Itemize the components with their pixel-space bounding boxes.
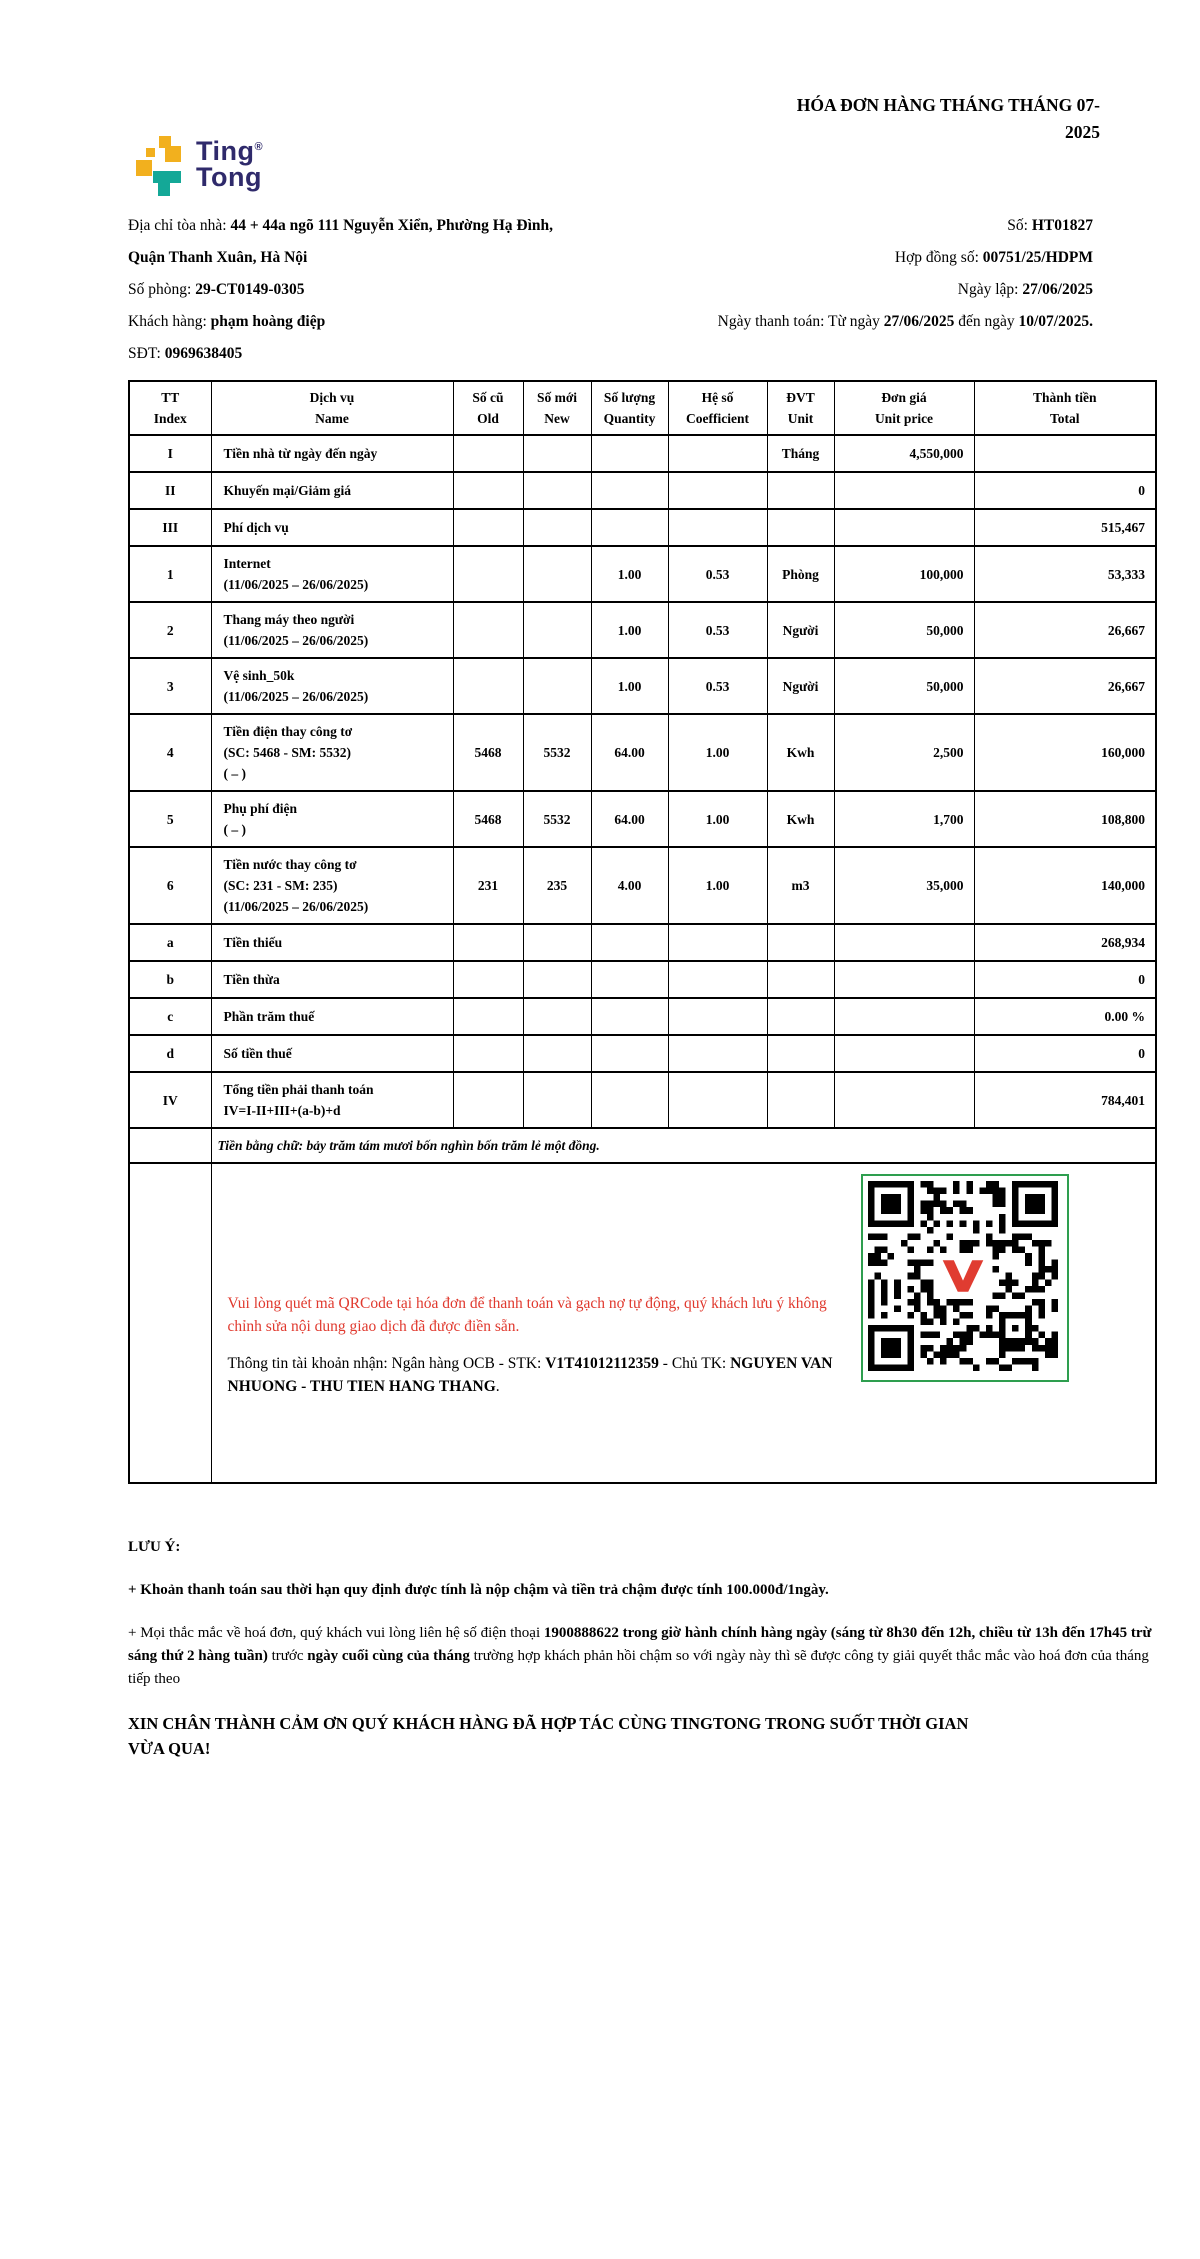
cell-qty: 1.00 [591,602,668,658]
invoice-title: HÓA ĐƠN HÀNG THÁNG THÁNG 07-2025 [796,95,1100,142]
cell-qty [591,1035,668,1072]
cell-total: 26,667 [974,602,1156,658]
cell-tt: 3 [129,658,211,714]
cell-name: Tổng tiền phải thanh toán IV=I-II+III+(a-b)+d [211,1072,453,1128]
cell-price: 4,550,000 [834,435,974,472]
qr-code [861,1174,1069,1382]
cell-price [834,1035,974,1072]
cell-coef [668,509,767,546]
cell-unit [767,1072,834,1128]
cell-new [523,546,591,602]
cell-name: Tiền nước thay công tơ (SC: 231 - SM: 235) (11/06/2025 – 26/06/2025) [211,847,453,924]
table-row [129,435,1156,472]
table-row [129,961,1156,998]
col-header-name: Dịch vụ Name [211,381,453,435]
cell-unit [767,472,834,509]
table-row [129,1072,1156,1128]
customer-name: Khách hàng: phạm hoàng điệp [128,313,326,330]
cell-qty: 4.00 [591,847,668,924]
cell-qty [591,1072,668,1128]
cell-new [523,435,591,472]
cell-new: 5532 [523,791,591,847]
cell-name: Vệ sinh_50k (11/06/2025 – 26/06/2025) [211,658,453,714]
cell-name: Khuyến mại/Giảm giá [211,472,453,509]
cell-total: 26,667 [974,658,1156,714]
qr-instructions [228,1292,848,1398]
cell-price: 50,000 [834,602,974,658]
cell-old: 231 [453,847,523,924]
qr-row [129,1163,1156,1483]
col-header-new: Số mới New [523,381,591,435]
cell-new [523,1035,591,1072]
cell-total: 0 [974,472,1156,509]
contract-number: Hợp đồng số: 00751/25/HDPM [894,249,1093,266]
cell-unit: Người [767,602,834,658]
cell-unit: Kwh [767,791,834,847]
registered-mark: ® [254,141,264,153]
cell-old [453,435,523,472]
issue-date: Ngày lập: 27/06/2025 [957,281,1093,298]
cell-tt: b [129,961,211,998]
cell-tt: III [129,509,211,546]
brand-logo [134,134,263,198]
cell-unit [767,998,834,1035]
cell-total: 0.00 % [974,998,1156,1035]
cell-coef: 0.53 [668,546,767,602]
cell-unit [767,961,834,998]
footer-heading: LƯU Ý: [128,1539,181,1555]
cell-old [453,546,523,602]
cell-total: 140,000 [974,847,1156,924]
invoice-table-extra [129,1128,1156,1483]
cell-qty: 64.00 [591,791,668,847]
cell-old [453,472,523,509]
table-row [129,998,1156,1035]
cell-price: 35,000 [834,847,974,924]
cell-tt: 4 [129,714,211,791]
cell-tt: 2 [129,602,211,658]
cell-tt: IV [129,1072,211,1128]
cell-coef [668,924,767,961]
cell-new [523,658,591,714]
cell-price: 50,000 [834,658,974,714]
qr-section [211,1163,1156,1483]
cell-name: Phần trăm thuế [211,998,453,1035]
cell-name: Tiền nhà từ ngày đến ngày [211,435,453,472]
cell-price: 2,500 [834,714,974,791]
cell-unit: Kwh [767,714,834,791]
table-row [129,847,1156,924]
cell-tt: 5 [129,791,211,847]
invoice-table-body [129,435,1156,1128]
cell-coef [668,472,767,509]
table-header-row [129,381,1156,435]
cell-old: 5468 [453,791,523,847]
cell-old: 5468 [453,714,523,791]
cell-tt: 6 [129,847,211,924]
building-address-line2: Quận Thanh Xuân, Hà Nội [128,249,308,266]
cell-price: 1,700 [834,791,974,847]
cell-new: 235 [523,847,591,924]
table-row [129,602,1156,658]
cell-coef [668,435,767,472]
cell-qty [591,435,668,472]
cell-price [834,1072,974,1128]
cell-name: Phí dịch vụ [211,509,453,546]
table-row [129,924,1156,961]
room-number: Số phòng: 29-CT0149-0305 [128,281,305,298]
cell-qty: 1.00 [591,546,668,602]
cell-qty [591,472,668,509]
cell-total: 108,800 [974,791,1156,847]
brand-line2: Tong [196,162,262,192]
footer-note-hotline: + Mọi thắc mắc về hoá đơn, quý khách vui lòng liên hệ số điện thoại 1900888622 trong giờ hành chính hàng ngày (sáng từ 8h30 đến 12h, chiều từ 13h đến 17h45 trừ sáng thứ 2 hàng tuần) trước ngày cuối cùng của tháng trường hợp khách phản hồi chậm so với ngày này thì sẽ được công ty giải quyết thắc mắc vào hoá đơn của tháng tiếp theo [128,1625,1152,1687]
meta-row [128,338,1155,370]
cell-qty [591,961,668,998]
meta-row [128,274,1155,306]
footer-thanks: XIN CHÂN THÀNH CẢM ƠN QUÝ KHÁCH HÀNG ĐÃ HỢP TÁC CÙNG TINGTONG TRONG SUỐT THỜI GIAN VỪA QUA! [128,1714,969,1758]
cell-new [523,509,591,546]
payment-period: Ngày thanh toán: Từ ngày 27/06/2025 đến ngày 10/07/2025. [717,313,1093,330]
cell-tt: 1 [129,546,211,602]
cell-name: Thang máy theo người (11/06/2025 – 26/06/2025) [211,602,453,658]
cell-name: Tiền điện thay công tơ (SC: 5468 - SM: 5532) ( – ) [211,714,453,791]
cell-unit [767,1035,834,1072]
cell-name: Tiền thiếu [211,924,453,961]
cell-qty [591,924,668,961]
cell-unit [767,924,834,961]
qr-code-image [868,1181,1058,1371]
cell-new: 5532 [523,714,591,791]
cell-total: 0 [974,1035,1156,1072]
cell-coef: 1.00 [668,847,767,924]
qr-account-info: Thông tin tài khoản nhận: Ngân hàng OCB - STK: V1T41012112359 - Chủ TK: NGUYEN VAN NHUONG - THU TIEN HANG THANG. [227,1355,833,1395]
cell-total: 53,333 [974,546,1156,602]
meta-row [128,306,1155,338]
cell-coef: 1.00 [668,791,767,847]
cell-old [453,602,523,658]
cell-new [523,924,591,961]
cell-tt: c [129,998,211,1035]
cell-old [453,1072,523,1128]
cell-total: 268,934 [974,924,1156,961]
col-header-unit: ĐVT Unit [767,381,834,435]
cell-coef: 0.53 [668,658,767,714]
cell-coef [668,1035,767,1072]
cell-name: Số tiền thuế [211,1035,453,1072]
cell-price [834,961,974,998]
table-row [129,472,1156,509]
cell-name: Tiền thừa [211,961,453,998]
cell-tt: a [129,924,211,961]
cell-new [523,998,591,1035]
cell-tt: d [129,1035,211,1072]
cell-name: Internet (11/06/2025 – 26/06/2025) [211,546,453,602]
building-address-line1: Địa chỉ tòa nhà: 44 + 44a ngõ 111 Nguyễn Xiển, Phường Hạ Đình, [128,217,554,234]
cell-qty: 64.00 [591,714,668,791]
cell-unit [767,509,834,546]
cell-name: Phụ phí điện ( – ) [211,791,453,847]
cell-old [453,924,523,961]
cell-price [834,998,974,1035]
table-row [129,714,1156,791]
cell-total: 160,000 [974,714,1156,791]
cell-total: 784,401 [974,1072,1156,1128]
cell-old [453,998,523,1035]
cell-old [453,1035,523,1072]
col-header-old: Số cũ Old [453,381,523,435]
cell-coef: 1.00 [668,714,767,791]
cell-total: 0 [974,961,1156,998]
cell-unit: Người [767,658,834,714]
header [128,95,1155,210]
col-header-index: TT Index [129,381,211,435]
cell-coef [668,1072,767,1128]
cell-unit: Phòng [767,546,834,602]
col-header-coefficient: Hệ số Coefficient [668,381,767,435]
amount-in-words-row [129,1128,1156,1163]
cell-old [453,658,523,714]
cell-qty [591,998,668,1035]
meta-row [128,210,1155,242]
cell-new [523,602,591,658]
cell-old [453,961,523,998]
table-header [129,381,1156,435]
cell-unit: Tháng [767,435,834,472]
table-row [129,791,1156,847]
cell-tt [129,1128,211,1163]
invoice-table [128,380,1157,1484]
cell-total: 515,467 [974,509,1156,546]
meta-section [128,210,1155,370]
cell-coef [668,961,767,998]
cell-tt [129,1163,211,1483]
brand-text [196,134,263,198]
table-row [129,509,1156,546]
cell-coef: 0.53 [668,602,767,658]
invoice-number: Số: HT01827 [1007,217,1093,234]
cell-price [834,509,974,546]
table-row [129,658,1156,714]
table-row [129,546,1156,602]
col-header-total: Thành tiền Total [974,381,1156,435]
cell-tt: I [129,435,211,472]
table-row [129,1035,1156,1072]
cell-price: 100,000 [834,546,974,602]
cell-price [834,472,974,509]
col-header-unit-price: Đơn giá Unit price [834,381,974,435]
qr-payment-notice: Vui lòng quét mã QRCode tại hóa đơn để thanh toán và gạch nợ tự động, quý khách lưu ý không chỉnh sửa nội dung giao dịch đã được điền sẵn. [227,1295,827,1335]
cell-unit: m3 [767,847,834,924]
brand-line1: Ting [196,136,255,166]
cell-old [453,509,523,546]
cell-new [523,961,591,998]
cell-coef [668,998,767,1035]
cell-qty: 1.00 [591,658,668,714]
meta-row [128,242,1155,274]
cell-total [974,435,1156,472]
customer-phone: SĐT: 0969638405 [128,345,243,362]
tingtong-pixel-icon [134,134,186,198]
cell-new [523,472,591,509]
amount-in-words: Tiền bằng chữ: bảy trăm tám mươi bốn nghìn bốn trăm lẻ một đồng. [211,1128,1156,1163]
cell-new [523,1072,591,1128]
footer-notes [128,1536,1155,1761]
footer-note-late-fee: + Khoản thanh toán sau thời hạn quy định được tính là nộp chậm và tiền trả chậm được tính 100.000đ/1ngày. [128,1582,829,1598]
invoice-page [128,0,1155,1761]
cell-qty [591,509,668,546]
cell-tt: II [129,472,211,509]
cell-price [834,924,974,961]
col-header-quantity: Số lượng Quantity [591,381,668,435]
